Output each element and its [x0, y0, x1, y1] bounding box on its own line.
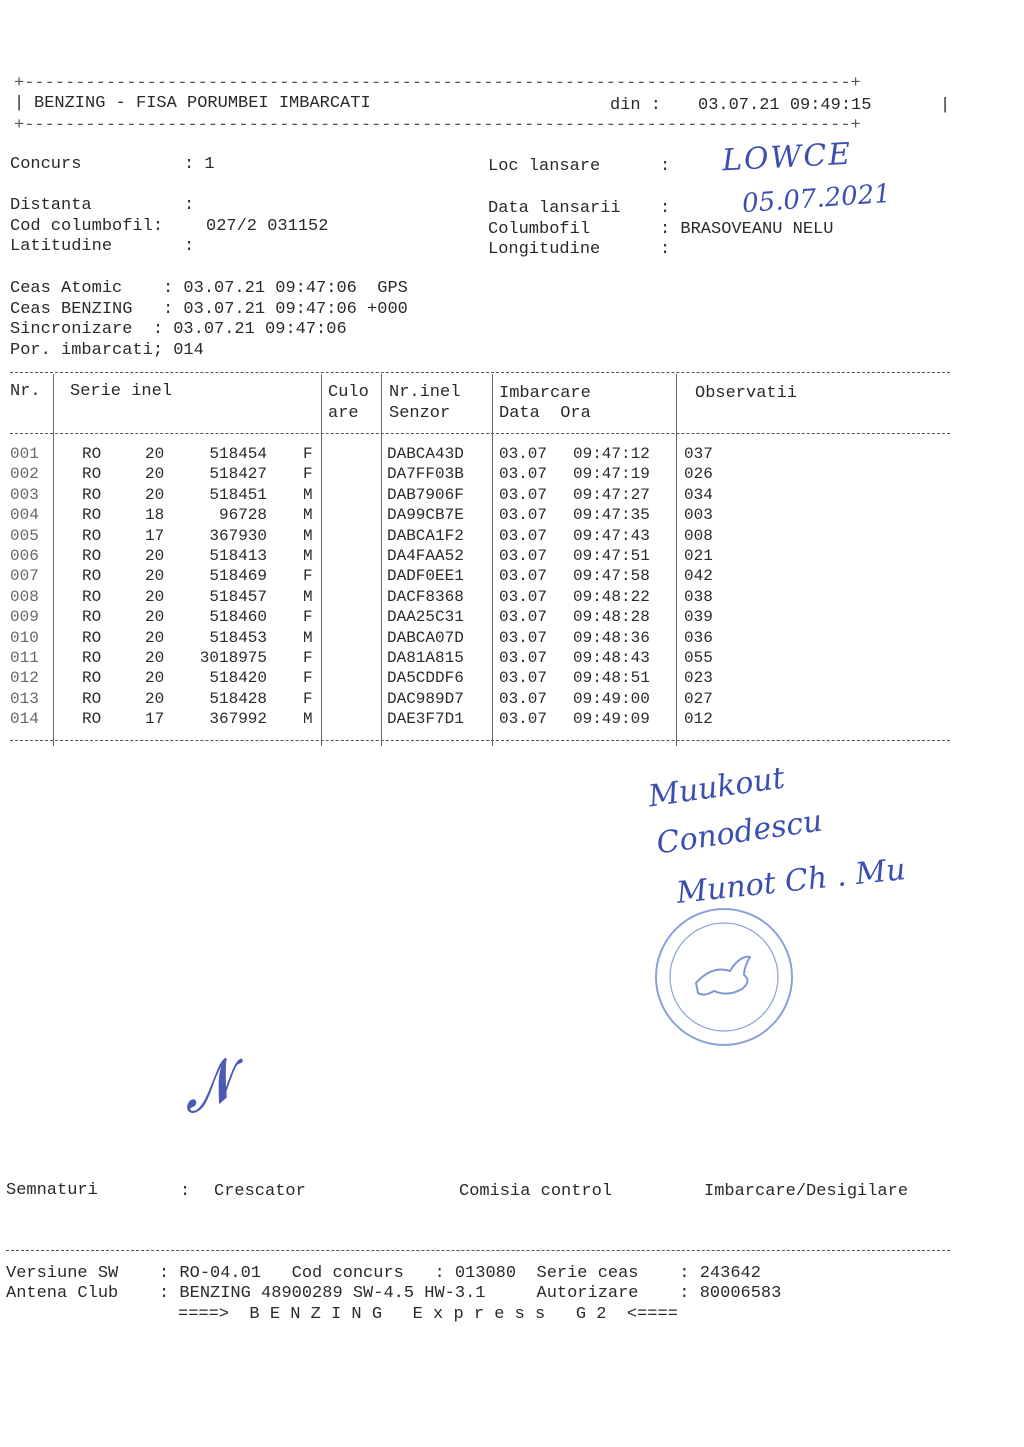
sex: F	[303, 567, 313, 586]
concurs-label: Concurs	[10, 155, 82, 174]
embark-time: 09:49:00	[573, 689, 650, 708]
longitudine-value: :	[660, 240, 671, 259]
cod-columbofil-value: 027/2 031152	[206, 217, 329, 236]
ring-number: 518460	[209, 608, 267, 627]
table-row	[0, 567, 1024, 587]
sex: F	[303, 689, 313, 708]
ring-country: RO	[82, 608, 102, 627]
cod-columbofil-label: Cod columbofil:	[10, 217, 164, 236]
ring-year: 17	[145, 710, 165, 729]
row-number: 011	[10, 649, 39, 667]
ring-country: RO	[82, 689, 102, 708]
data-lansarii-label: Data lansarii	[488, 199, 621, 218]
imbarcare-desigilare-label: Imbarcare/Desigilare	[704, 1182, 909, 1201]
table-row	[0, 547, 1024, 567]
observation: 034	[684, 485, 713, 504]
embark-date: 03.07	[499, 587, 548, 606]
distanta-value: :	[184, 196, 195, 215]
observation: 003	[684, 506, 713, 525]
ring-country: RO	[82, 485, 102, 504]
embark-date: 03.07	[499, 608, 548, 627]
embark-date: 03.07	[499, 485, 548, 504]
crescator-signature: 𝓝	[170, 1047, 243, 1128]
col-header-imbarcare: Imbarcare	[499, 384, 591, 403]
embark-date: 03.07	[499, 465, 548, 484]
sensor-id: DAE3F7D1	[387, 710, 464, 729]
handwritten-note-3: Munot Ch . Mu	[674, 852, 908, 911]
row-number: 002	[10, 465, 39, 484]
ring-country: RO	[82, 710, 102, 729]
sex: M	[303, 628, 313, 647]
table-row	[0, 486, 1024, 506]
embark-time: 09:47:12	[573, 445, 650, 463]
ring-number: 367930	[209, 526, 267, 545]
row-number: 009	[10, 608, 39, 627]
sensor-id: DABCA07D	[387, 628, 464, 647]
col-header-nr-inel: Nr.inel	[389, 383, 461, 402]
embark-time: 09:48:51	[573, 669, 650, 688]
ring-year: 20	[145, 445, 165, 463]
sex: F	[303, 649, 313, 667]
ring-number: 518451	[209, 485, 267, 504]
table-row	[0, 506, 1024, 526]
observation: 037	[684, 445, 713, 463]
table-row	[0, 445, 1024, 465]
handwritten-date: 05.07.2021	[741, 178, 892, 220]
comisia-control-label: Comisia control	[459, 1182, 613, 1201]
ring-country: RO	[82, 465, 102, 484]
observation: 027	[684, 689, 713, 708]
ring-year: 20	[145, 649, 165, 667]
embark-time: 09:47:51	[573, 547, 650, 565]
embark-time: 09:47:43	[573, 526, 650, 545]
embark-time: 09:47:19	[573, 465, 650, 484]
col-header-culoare-1: Culo	[328, 383, 369, 402]
row-number: 012	[10, 669, 39, 688]
row-number: 010	[10, 628, 39, 647]
sex: M	[303, 506, 313, 525]
footer-brand-line: ====> B E N Z I N G E x p r e s s G 2 <====	[178, 1305, 678, 1324]
handwritten-note-1: Muukout	[646, 760, 787, 815]
embark-date: 03.07	[499, 628, 548, 647]
embark-date: 03.07	[499, 649, 548, 667]
observation: 008	[684, 526, 713, 545]
ring-year: 20	[145, 587, 165, 606]
sensor-id: DABCA1F2	[387, 526, 464, 545]
sex: F	[303, 608, 313, 627]
ring-number: 518428	[209, 689, 267, 708]
observation: 012	[684, 710, 713, 729]
embark-date: 03.07	[499, 567, 548, 586]
embark-time: 09:49:09	[573, 710, 650, 729]
ring-country: RO	[82, 547, 102, 565]
ring-country: RO	[82, 669, 102, 688]
ring-number: 518453	[209, 628, 267, 647]
observation: 036	[684, 628, 713, 647]
table-top-rule	[10, 372, 950, 373]
row-number: 007	[10, 567, 39, 586]
sex: M	[303, 587, 313, 606]
table-row	[0, 527, 1024, 547]
row-number: 005	[10, 526, 39, 545]
ring-year: 20	[145, 608, 165, 627]
embark-time: 09:48:36	[573, 628, 650, 647]
embark-date: 03.07	[499, 526, 548, 545]
sex: M	[303, 526, 313, 545]
latitudine-label: Latitudine	[10, 237, 113, 256]
observation: 055	[684, 649, 713, 667]
ring-number: 518469	[209, 567, 267, 586]
table-row	[0, 465, 1024, 485]
print-datetime: 03.07.21 09:49:15	[698, 96, 872, 115]
ring-year: 20	[145, 465, 165, 484]
ring-number: 518413	[209, 547, 267, 565]
sex: M	[303, 547, 313, 565]
ring-country: RO	[82, 628, 102, 647]
sex: F	[303, 465, 313, 484]
ring-year: 20	[145, 547, 165, 565]
ring-number: 518457	[209, 587, 267, 606]
crescator-label: Crescator	[214, 1182, 306, 1201]
ring-number: 518420	[209, 669, 267, 688]
embark-date: 03.07	[499, 506, 548, 525]
loc-lansare-label: Loc lansare	[488, 157, 601, 176]
columbofil-value: : BRASOVEANU NELU	[660, 220, 834, 239]
row-number: 008	[10, 587, 39, 606]
distanta-label: Distanta	[10, 196, 92, 215]
header-right-bar: |	[940, 96, 951, 115]
row-number: 004	[10, 506, 39, 525]
ring-number: 3018975	[199, 649, 267, 667]
header-bottom-border: +---------------------------------------------------------------------------------+	[14, 116, 861, 135]
observation: 026	[684, 465, 713, 484]
sensor-id: DABCA43D	[387, 445, 464, 463]
dove-icon	[696, 957, 750, 995]
loc-lansare-value: :	[660, 157, 671, 176]
ring-year: 20	[145, 669, 165, 688]
sensor-id: DADF0EE1	[387, 567, 464, 586]
ring-number: 518454	[209, 445, 267, 463]
sensor-id: DAB7906F	[387, 485, 464, 504]
ring-year: 17	[145, 526, 165, 545]
header-top-border: +---------------------------------------------------------------------------------+	[14, 74, 861, 93]
sex: F	[303, 445, 313, 463]
observation: 023	[684, 669, 713, 688]
observation: 021	[684, 547, 713, 565]
ring-country: RO	[82, 445, 102, 463]
sensor-id: DA5CDDF6	[387, 669, 464, 688]
handwritten-note-2: Conodescu	[654, 803, 825, 862]
embark-time: 09:47:58	[573, 567, 650, 586]
porumbei-imbarcati: Por. imbarcati; 014	[10, 341, 204, 360]
sex: F	[303, 669, 313, 688]
embark-time: 09:48:28	[573, 608, 650, 627]
sensor-id: DAA25C31	[387, 608, 464, 627]
ring-country: RO	[82, 526, 102, 545]
din-label: din :	[610, 96, 662, 115]
row-number: 006	[10, 547, 39, 565]
row-number: 014	[10, 710, 39, 729]
table-row	[0, 669, 1024, 689]
data-lansarii-value: :	[660, 199, 671, 218]
longitudine-label: Longitudine	[488, 240, 601, 259]
ceas-atomic: Ceas Atomic : 03.07.21 09:47:06 GPS	[10, 279, 408, 298]
embark-date: 03.07	[499, 710, 548, 729]
footer-version-line: Versiune SW : RO-04.01 Cod concurs : 013080 Serie ceas : 243642	[6, 1264, 761, 1283]
sex: M	[303, 710, 313, 729]
columbofil-label: Columbofil	[488, 220, 591, 239]
table-bottom-rule	[10, 740, 950, 741]
embark-date: 03.07	[499, 445, 548, 463]
observation: 042	[684, 567, 713, 586]
col-header-data-ora: Data Ora	[499, 404, 591, 423]
sensor-id: DACF8368	[387, 587, 464, 606]
handwritten-loc: LOWCE	[721, 136, 854, 179]
table-header-rule	[10, 433, 950, 434]
table-row	[0, 588, 1024, 608]
table-row	[0, 608, 1024, 628]
header-left-bar: |	[14, 94, 25, 113]
sex: M	[303, 485, 313, 504]
ring-number: 518427	[209, 465, 267, 484]
ring-year: 18	[145, 506, 165, 525]
row-number: 001	[10, 445, 39, 463]
ring-number: 96728	[218, 506, 267, 525]
document-title: BENZING - FISA PORUMBEI IMBARCATI	[34, 94, 371, 113]
ring-year: 20	[145, 485, 165, 504]
col-header-nr: Nr.	[10, 382, 41, 401]
sensor-id: DA7FF03B	[387, 465, 464, 484]
col-header-senzor: Senzor	[389, 404, 451, 423]
concurs-value: : 1	[184, 155, 215, 174]
ring-country: RO	[82, 587, 102, 606]
sincronizare: Sincronizare : 03.07.21 09:47:06	[10, 320, 347, 339]
col-header-culoare-2: are	[328, 404, 359, 423]
ring-country: RO	[82, 649, 102, 667]
table-row	[0, 710, 1024, 730]
row-number: 013	[10, 689, 39, 708]
ring-year: 20	[145, 628, 165, 647]
embark-date: 03.07	[499, 547, 548, 565]
table-row	[0, 690, 1024, 710]
footer-rule	[6, 1250, 950, 1251]
sensor-id: DAC989D7	[387, 689, 464, 708]
semnaturi-label: Semnaturi	[6, 1181, 98, 1200]
embark-time: 09:48:22	[573, 587, 650, 606]
ring-number: 367992	[209, 710, 267, 729]
ring-year: 20	[145, 689, 165, 708]
embark-time: 09:48:43	[573, 649, 650, 667]
latitudine-value: :	[184, 237, 195, 256]
club-stamp	[652, 905, 797, 1050]
ring-country: RO	[82, 506, 102, 525]
embark-date: 03.07	[499, 689, 548, 708]
footer-antena-line: Antena Club : BENZING 48900289 SW-4.5 HW-3.1 Autorizare : 80006583	[6, 1284, 782, 1303]
embark-date: 03.07	[499, 669, 548, 688]
sensor-id: DA99CB7E	[387, 506, 464, 525]
col-header-serie: Serie inel	[70, 382, 173, 401]
semnaturi-separator: :	[180, 1182, 191, 1201]
ceas-benzing: Ceas BENZING : 03.07.21 09:47:06 +000	[10, 300, 408, 319]
row-number: 003	[10, 485, 39, 504]
sensor-id: DA4FAA52	[387, 547, 464, 565]
sensor-id: DA81A815	[387, 649, 464, 667]
ring-country: RO	[82, 567, 102, 586]
embark-time: 09:47:27	[573, 485, 650, 504]
ring-year: 20	[145, 567, 165, 586]
col-header-observatii: Observatii	[695, 384, 798, 403]
observation: 039	[684, 608, 713, 627]
embark-time: 09:47:35	[573, 506, 650, 525]
observation: 038	[684, 587, 713, 606]
table-row	[0, 649, 1024, 669]
table-row	[0, 629, 1024, 649]
